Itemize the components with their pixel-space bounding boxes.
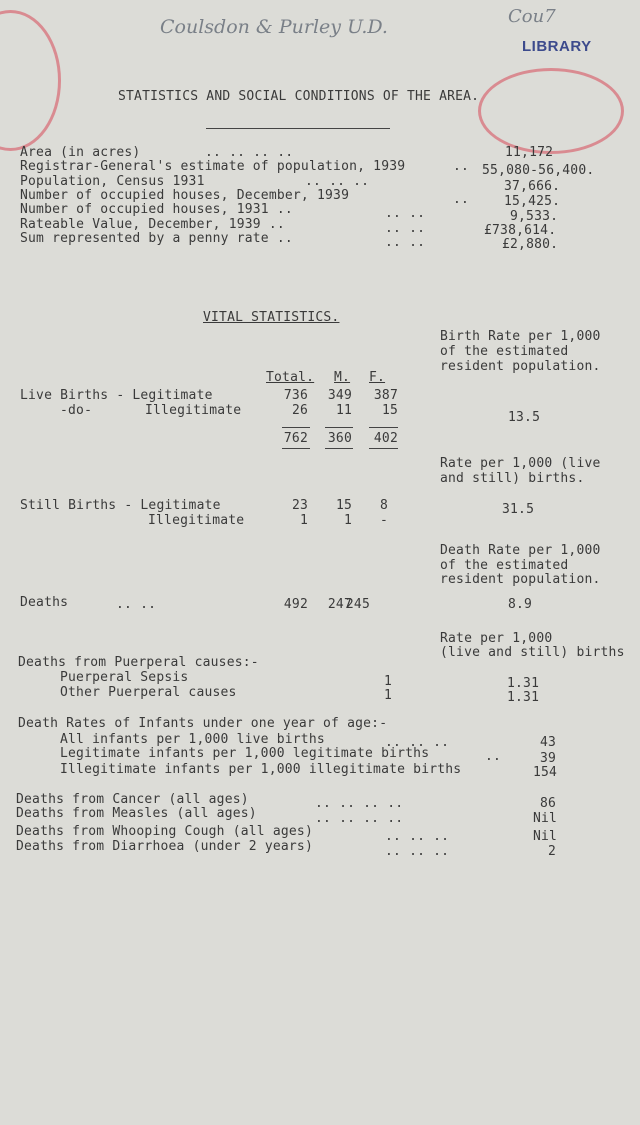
stat-dots-penny-rate: .. .. [385,235,426,250]
stat-dots-houses-1931: .. .. [385,206,426,221]
measles-deaths-label: Deaths from Measles (all ages) [16,806,257,821]
stat-value-houses-1931: 9,533. [510,209,559,224]
still-legit-total: 23 [291,498,308,513]
live-births-do-label: -do- [60,403,93,418]
stat-label-houses-1939: Number of occupied houses, December, 1939 [20,188,350,203]
diarrhoea-deaths-value: 2 [548,844,557,859]
stat-value-census: 37,666. [504,179,561,194]
live-total-total: 762 [283,431,308,446]
stat-value-population-estimate: 55,080-56,400. [482,163,595,178]
stat-label-census: Population, Census 1931 [20,174,205,189]
whooping-cough-deaths-dots: .. .. .. [385,829,450,844]
page-title: STATISTICS AND SOCIAL CONDITIONS OF THE AREA. [118,89,480,104]
deaths-total: 492 [283,597,308,612]
live-illegit-male: 11 [335,403,352,418]
stat-value-rateable-value: £738,614. [484,223,557,238]
column-header-total: Total. [266,370,315,385]
cancer-deaths-dots: .. .. .. .. [315,796,404,811]
cancer-deaths-value: 86 [540,796,557,811]
stat-dots-houses-1939: .. [453,192,470,207]
birth-rate-label-1: Birth Rate per 1,000 [440,329,601,344]
live-illegit-female: 15 [381,403,398,418]
live-legit-total: 736 [283,388,308,403]
handwritten-code: Cou7 [508,6,556,27]
handwritten-title: Coulsdon & Purley U.D. [160,16,388,38]
stat-value-area: 11,172 [505,145,554,160]
infant-legit-dots: .. [485,749,502,764]
live-births-rule-top [280,420,400,421]
puerperal-other-count: 1 [384,688,393,703]
infant-all-dots: .. .. .. [385,735,450,750]
still-legit-male: 15 [335,498,352,513]
puerperal-sepsis-rate: 1.31 [507,676,540,691]
live-legit-male: 349 [327,388,352,403]
still-rate-label-2: and still) births. [440,471,585,486]
puerperal-rate-label-2: (live and still) births [440,645,625,660]
still-illegit-label: Illegitimate [148,513,245,528]
stat-value-houses-1939: 15,425. [504,194,561,209]
live-total-rule-top-2 [325,427,353,428]
infant-all-value: 43 [540,735,557,750]
live-total-rule-top-1 [282,427,310,428]
puerperal-other-rate: 1.31 [507,690,540,705]
deaths-female: 245 [345,597,370,612]
live-total-rule-bottom-3 [369,448,398,449]
live-total-female: 402 [373,431,398,446]
stat-label-area: Area (in acres) [20,145,141,160]
birth-rate-label-3: resident population. [440,359,601,374]
column-header-male: M. [334,370,351,385]
stat-dots-area: .. .. .. .. [205,145,294,160]
vital-statistics-heading: VITAL STATISTICS. [203,310,340,325]
live-births-label: Live Births - Legitimate [20,388,213,403]
stat-label-population-estimate: Registrar-General's estimate of population, 1939 [20,159,406,174]
infant-illegit-value: 154 [533,765,558,780]
death-rate-value: 8.9 [508,597,533,612]
puerperal-rate-label-1: Rate per 1,000 [440,631,553,646]
deaths-dots: .. .. [116,597,157,612]
live-total-rule-bottom-1 [282,448,310,449]
still-illegit-female: - [379,513,388,528]
red-stamp-left [0,10,61,151]
red-stamp-right [478,68,624,154]
diarrhoea-deaths-label: Deaths from Diarrhoea (under 2 years) [16,839,313,854]
infant-death-heading: Death Rates of Infants under one year of age:- [18,716,388,731]
stat-dots-population-estimate: .. [453,159,470,174]
title-rule [206,128,390,129]
birth-rate-label-2: of the estimated [440,344,569,359]
live-illegit-total: 26 [291,403,308,418]
diarrhoea-deaths-dots: .. .. .. [385,844,450,859]
puerperal-sepsis-label: Puerperal Sepsis [60,670,189,685]
still-legit-female: 8 [379,498,388,513]
stat-label-penny-rate: Sum represented by a penny rate .. [20,231,293,246]
stat-value-penny-rate: £2,880. [502,237,559,252]
stat-dots-rateable-value: .. .. [385,221,426,236]
still-illegit-total: 1 [299,513,308,528]
death-rate-label-3: resident population. [440,572,601,587]
stat-label-houses-1931: Number of occupied houses, 1931 .. [20,202,293,217]
death-rate-label-1: Death Rate per 1,000 [440,543,601,558]
birth-rate-value: 13.5 [508,410,541,425]
cancer-deaths-label: Deaths from Cancer (all ages) [16,792,249,807]
live-legit-female: 387 [373,388,398,403]
whooping-cough-deaths-value: Nil [533,829,558,844]
still-rate-value: 31.5 [502,502,535,517]
infant-illegit-label: Illegitimate infants per 1,000 illegitimate births [60,762,462,777]
live-illegit-label: Illegitimate [145,403,242,418]
infant-legit-label: Legitimate infants per 1,000 legitimate births [60,746,430,761]
still-illegit-male: 1 [343,513,352,528]
measles-deaths-dots: .. .. .. .. [315,811,404,826]
deaths-label: Deaths [20,595,69,610]
death-rate-label-2: of the estimated [440,558,569,573]
still-births-label: Still Births - Legitimate [20,498,221,513]
live-total-rule-bottom-2 [325,448,353,449]
still-rate-label-1: Rate per 1,000 (live [440,456,601,471]
whooping-cough-deaths-label: Deaths from Whooping Cough (all ages) [16,824,313,839]
library-stamp: LIBRARY [522,38,592,55]
infant-legit-value: 39 [540,751,557,766]
puerperal-heading: Deaths from Puerperal causes:- [18,655,259,670]
measles-deaths-value: Nil [533,811,558,826]
stat-dots-census: .. .. .. [305,174,370,189]
column-header-female: F. [369,370,386,385]
puerperal-other-label: Other Puerperal causes [60,685,237,700]
puerperal-sepsis-count: 1 [384,674,393,689]
infant-all-label: All infants per 1,000 live births [60,732,325,747]
live-total-rule-top-3 [369,427,398,428]
live-total-male: 360 [327,431,352,446]
stat-label-rateable-value: Rateable Value, December, 1939 .. [20,217,285,232]
deaths-male: 247 [327,597,352,612]
